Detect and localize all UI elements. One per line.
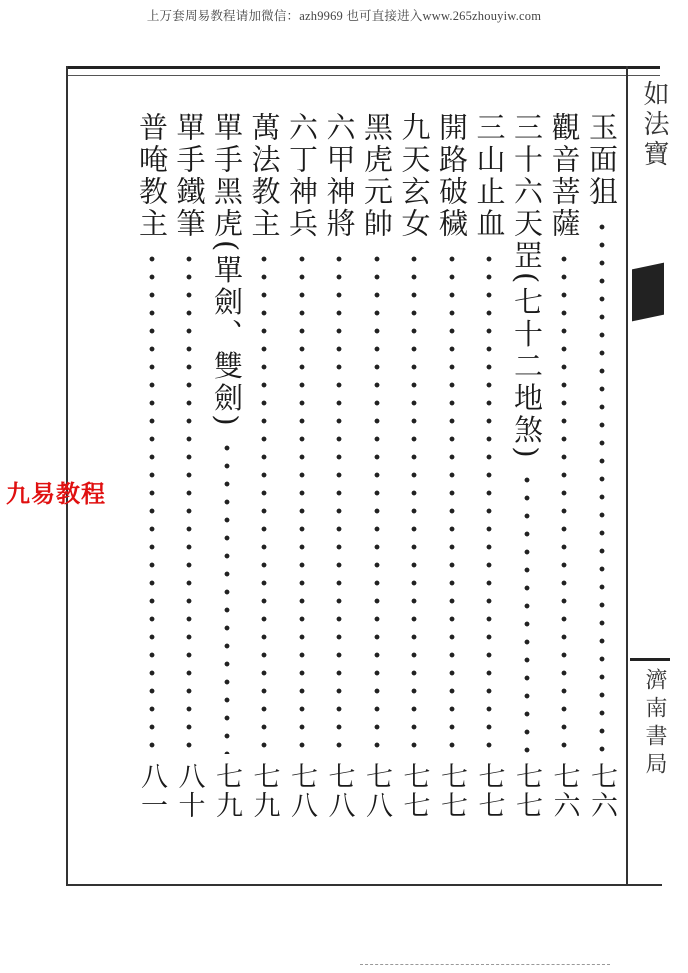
toc-entry[interactable] [283, 112, 321, 832]
bottom-scan-line [360, 964, 610, 971]
toc-entry-page: 七七 [511, 762, 542, 820]
spine-rule [630, 658, 670, 661]
page-header-banner: 上万套周易教程请加微信：azh9969 也可直接进入www.265zhouyiw.com [146, 9, 542, 23]
toc-entry-title: 萬法教主 [247, 112, 282, 240]
toc-entry-title: 玉面狙 [585, 112, 619, 208]
toc-entry[interactable] [358, 112, 396, 832]
toc-entry[interactable] [508, 112, 546, 832]
spine-publisher: 濟南書局 [642, 668, 667, 780]
toc-entry-title: 單手黑虎(單劍、雙劍) [210, 112, 244, 429]
toc-entry-page: 七八 [286, 762, 317, 820]
toc-leader-dots [223, 439, 231, 754]
toc-entry-page: 七八 [361, 762, 392, 820]
toc-leader-dots [523, 471, 531, 754]
toc-entry[interactable] [170, 112, 208, 832]
toc-entry-page: 八一 [136, 762, 167, 820]
toc-entry[interactable] [208, 112, 246, 832]
toc-entry[interactable] [133, 112, 171, 832]
toc-entry-page: 七九 [248, 762, 280, 820]
toc-entry[interactable] [245, 112, 283, 832]
toc-leader-dots [410, 250, 418, 754]
toc-leader-dots [335, 250, 343, 754]
toc-entry-title: 九天玄女 [397, 112, 432, 240]
toc-entry-title: 單手鐵筆 [172, 112, 207, 240]
toc-entry-page: 七九 [211, 762, 242, 820]
toc-entry-page: 七七 [398, 762, 430, 820]
toc-entry-page: 七八 [323, 762, 355, 820]
toc-leader-dots [598, 218, 606, 754]
toc-entry-page: 七七 [473, 762, 505, 820]
toc-leader-dots [185, 250, 193, 754]
toc-entry-page: 七六 [548, 762, 580, 820]
spine-divider [626, 66, 628, 884]
table-of-contents [110, 112, 620, 832]
toc-entry[interactable] [470, 112, 508, 832]
toc-entry[interactable] [395, 112, 433, 832]
toc-entry-title: 六甲神將 [322, 112, 357, 240]
toc-entry-title: 普唵教主 [135, 112, 169, 240]
spine-black-mark [632, 263, 664, 322]
toc-leader-dots [373, 250, 381, 754]
toc-leader-dots [260, 250, 268, 754]
toc-entry[interactable] [433, 112, 471, 832]
toc-entry-title: 觀音菩薩 [547, 112, 582, 240]
toc-entry[interactable] [545, 112, 583, 832]
toc-entry-title: 黑虎元帥 [360, 112, 394, 240]
toc-leader-dots [485, 250, 493, 754]
toc-entry-title: 三山止血 [472, 112, 507, 240]
toc-entry[interactable] [320, 112, 358, 832]
toc-entry-title: 三十六天罡(七十二地煞) [510, 112, 544, 461]
spine-title: 如法寶 [639, 80, 669, 170]
toc-entry-title: 開路破穢 [435, 112, 469, 240]
toc-entry-page: 八十 [173, 762, 205, 820]
toc-entry[interactable] [583, 112, 621, 832]
toc-leader-dots [298, 250, 306, 754]
toc-leader-dots [148, 250, 156, 754]
toc-entry-page: 七六 [586, 762, 617, 820]
toc-leader-dots [448, 250, 456, 754]
toc-entry-title: 六丁神兵 [285, 112, 319, 240]
toc-entry-page: 七七 [436, 762, 467, 820]
toc-leader-dots [560, 250, 568, 754]
watermark-logo-text: 九易教程 [6, 480, 106, 508]
